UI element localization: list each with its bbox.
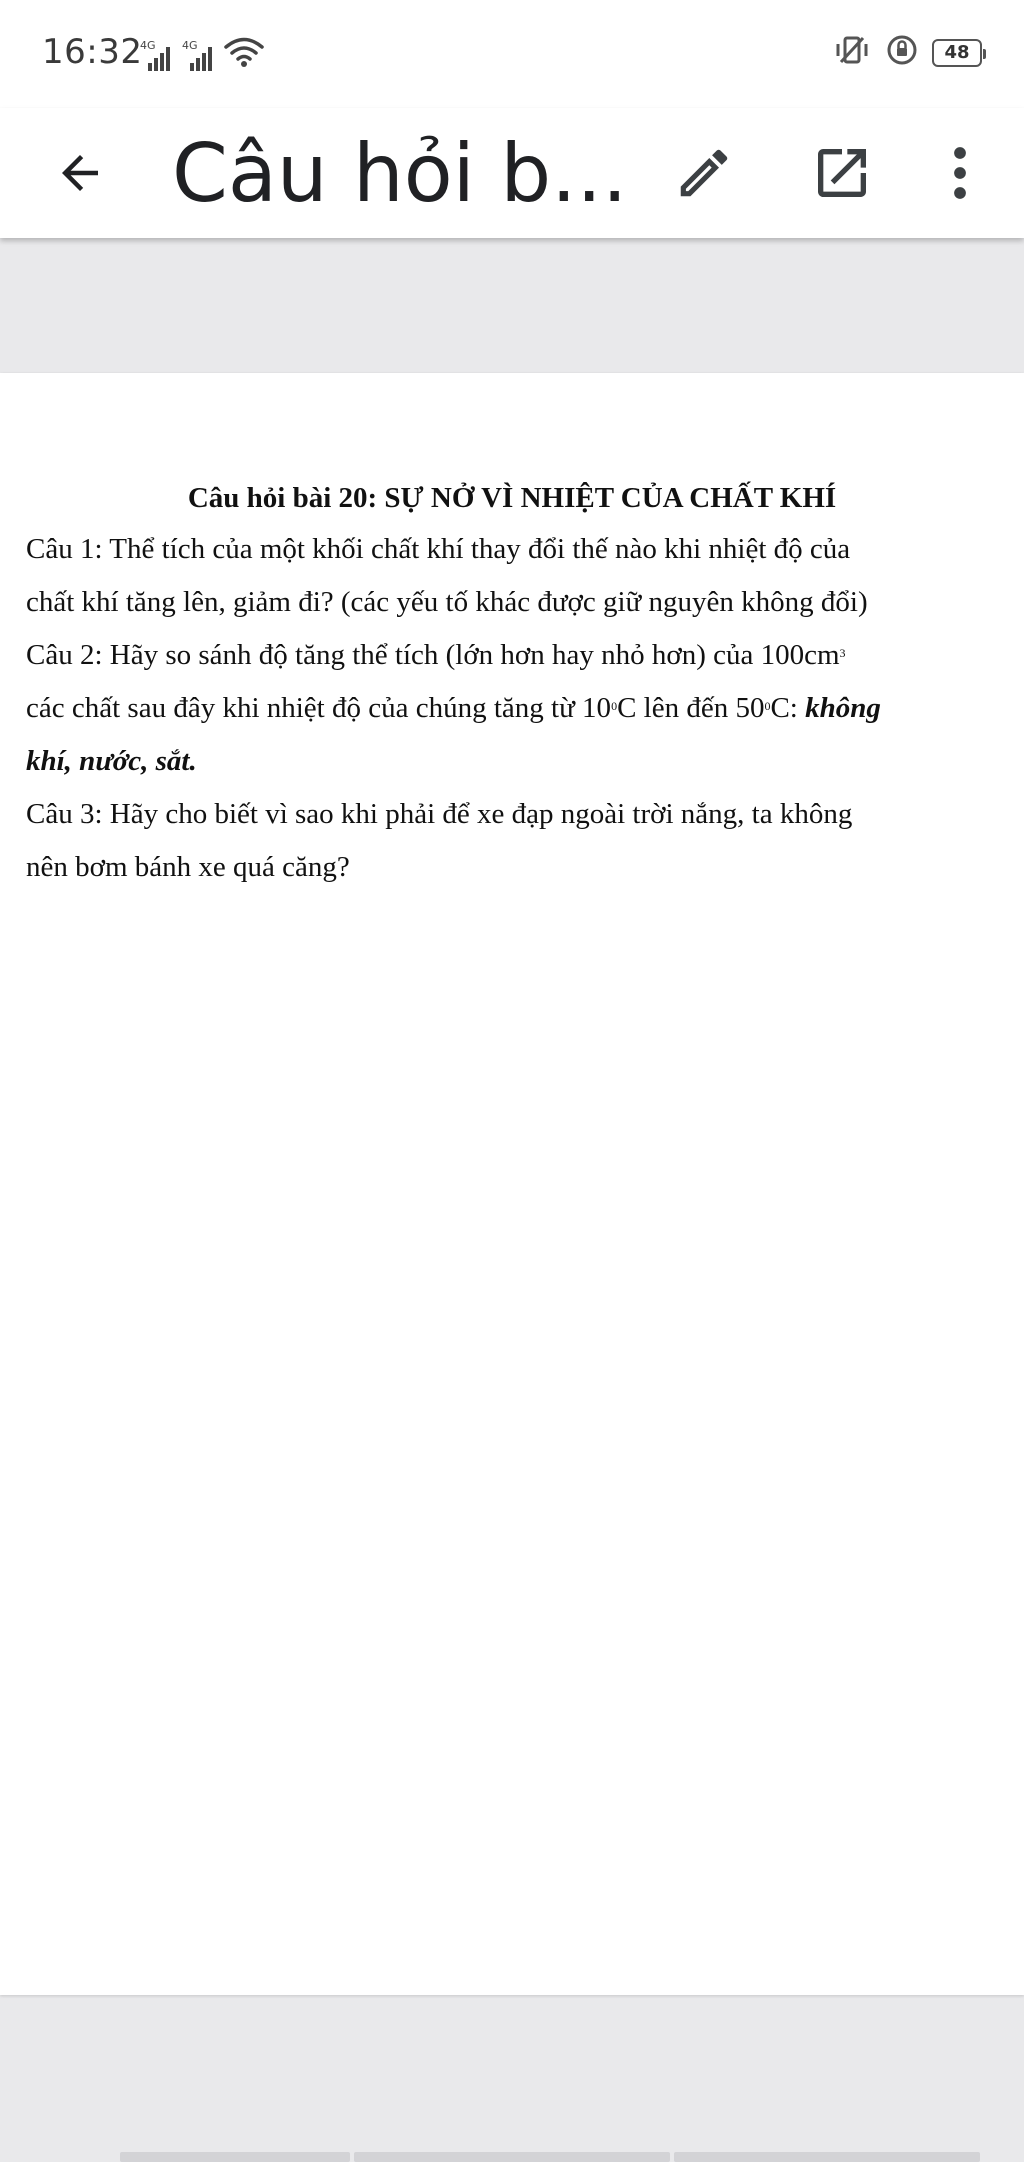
- status-time: 16:32: [42, 32, 143, 72]
- status-left-icons: [140, 36, 264, 73]
- document-page[interactable]: [0, 373, 1024, 1995]
- open-external-button[interactable]: [802, 133, 882, 213]
- page-title: Câu hỏi b...: [172, 127, 628, 220]
- document-line: khí, nước, sắt.: [26, 745, 197, 777]
- document-line: các chất sau đây khi nhiệt độ của chúng tăng từ $10^0C$ lên đến $50^0C$: không: [26, 692, 881, 724]
- open-in-new-icon: [810, 141, 874, 205]
- degree-sup: 0: [764, 699, 771, 713]
- arrow-left-icon: [53, 146, 107, 200]
- bold-italic-text: không: [805, 692, 881, 724]
- edit-button[interactable]: [664, 133, 744, 213]
- document-content: [26, 473, 998, 894]
- signal-sim1-icon: 4G: [140, 41, 176, 73]
- pencil-icon: [673, 142, 735, 204]
- vibrate-icon: [832, 34, 872, 71]
- status-bar: [0, 0, 1024, 108]
- document-line: Câu 3: Hãy cho biết vì sao khi phải để xe đạp ngoài trời nắng, ta không: [26, 798, 853, 830]
- document-title: Câu hỏi bài 20: SỰ NỞ VÌ NHIỆT CỦA CHẤT KHÍ: [187, 482, 837, 514]
- status-right-icons: [832, 34, 982, 71]
- app-bar: [0, 108, 1024, 238]
- document-line: Câu 1: Thể tích của một khối chất khí thay đổi thế nào khi nhiệt độ của: [26, 533, 851, 565]
- cm-exponent: 3: [839, 646, 846, 660]
- wifi-icon: [224, 36, 264, 73]
- document-line: nên bơm bánh xe quá căng?: [26, 851, 350, 883]
- document-line: Câu 2: Hãy so sánh độ tăng thể tích (lớn hơn hay nhỏ hơn) của $100cm^3$: [26, 639, 846, 671]
- signal-sim2-icon: 4G: [182, 41, 218, 73]
- more-options-button[interactable]: [920, 133, 1000, 213]
- document-line: chất khí tăng lên, giảm đi? (các yếu tố khác được giữ nguyên không đổi): [26, 586, 868, 618]
- back-button[interactable]: [40, 133, 120, 213]
- bottom-scroll-hint: [120, 2152, 980, 2162]
- more-vert-icon: [940, 141, 980, 205]
- battery-icon: 48: [932, 39, 982, 67]
- viewer-background-top: [0, 238, 1024, 373]
- rotation-lock-icon: [886, 34, 918, 71]
- degree-sup: 0: [611, 699, 618, 713]
